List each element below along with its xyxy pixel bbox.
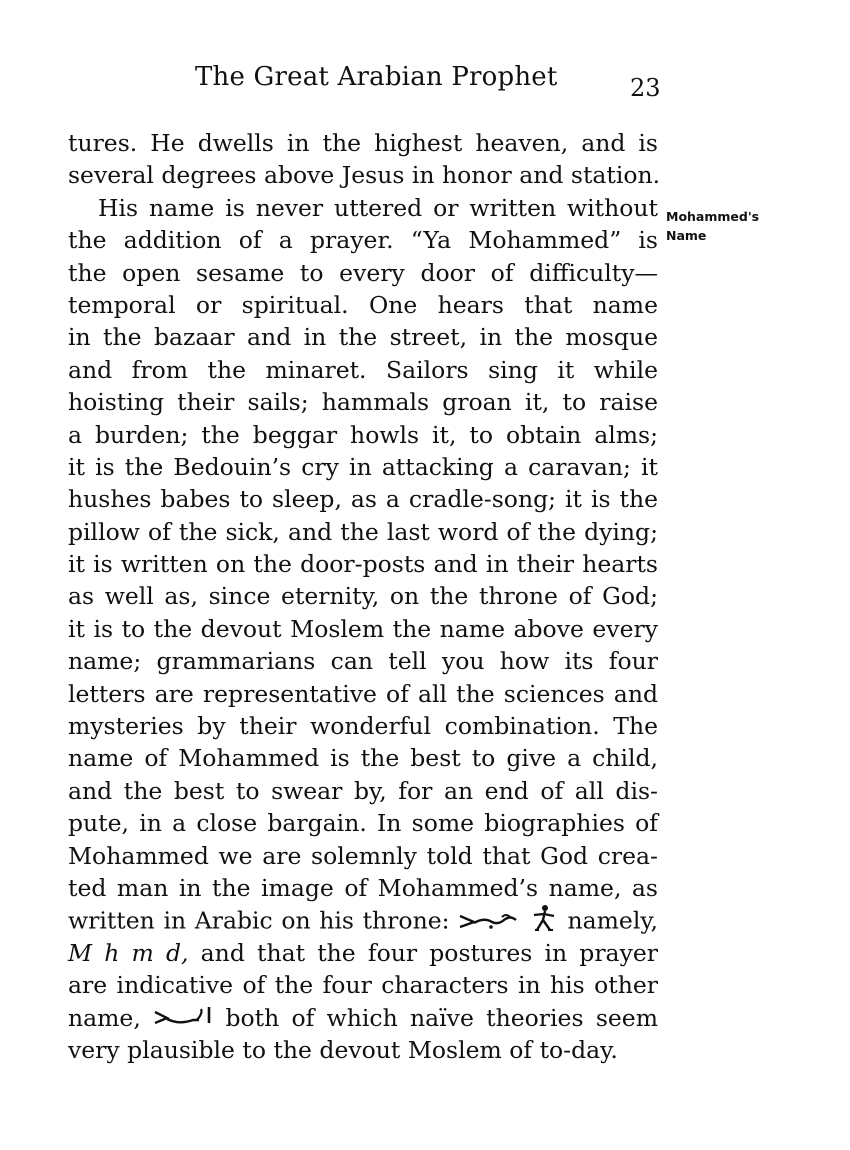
- text-line: tures. He dwells in the highest heaven, and is: [68, 129, 658, 157]
- text-line: it is to the devout Moslem the name above every: [68, 614, 658, 643]
- text-line: it is the Bedouin’s cry in attacking a caravan; it: [68, 452, 658, 481]
- text-line: very plausible to the devout Moslem of to-day.: [68, 1035, 618, 1064]
- text-fragment: written in Arabic on his throne:: [68, 907, 450, 936]
- text-line: and the best to swear by, for an end of all dis-: [68, 776, 658, 805]
- margin-note: [666, 207, 836, 245]
- text-line: [68, 937, 658, 969]
- text-line: name; grammarians can tell you how its four: [68, 647, 658, 676]
- text-line: Mohammed we are solemnly told that God crea-: [68, 841, 658, 870]
- prayer-figure-icon: [529, 904, 559, 940]
- page-number: 23: [630, 74, 661, 102]
- text-line: the open sesame to every door of difficulty—: [68, 258, 658, 287]
- arabic-mhmd-script-icon: [458, 906, 520, 938]
- text-line: in the bazaar and in the street, in the mosque: [68, 323, 658, 352]
- text-line: ted man in the image of Mohammed’s name, as: [68, 873, 658, 902]
- text-fragment: namely,: [567, 907, 658, 936]
- text-line: are indicative of the four characters in his other: [68, 971, 658, 1000]
- text-line: temporal or spiritual. One hears that name: [68, 290, 658, 319]
- text-line: several degrees above Jesus in honor and station.: [68, 161, 661, 190]
- body-text: [68, 127, 661, 1066]
- running-title: The Great Arabian Prophet: [195, 62, 558, 92]
- arabic-ahmad-script-icon: [153, 1003, 213, 1035]
- text-line: name of Mohammed is the best to give a child,: [68, 744, 658, 773]
- text-line-with-arabic: [68, 904, 658, 936]
- text-line: pillow of the sick, and the last word of the dying;: [68, 517, 658, 546]
- text-line: a burden; the beggar howls it, to obtain alms;: [68, 420, 658, 449]
- margin-note-line: Name: [666, 228, 707, 243]
- italic-transliteration: M h m d,: [68, 938, 189, 967]
- text-fragment: and that the four postures in prayer: [200, 938, 658, 967]
- text-line-with-arabic: [68, 1002, 658, 1034]
- text-fragment: both of which naïve theories seem: [225, 1003, 658, 1032]
- text-line: hushes babes to sleep, as a cradle-song; it is the: [68, 485, 658, 514]
- text-line: as well as, since eternity, on the throne of God;: [68, 582, 658, 611]
- text-line: and from the minaret. Sailors sing it while: [68, 355, 658, 384]
- text-line: letters are representative of all the sciences and: [68, 679, 658, 708]
- text-line: the addition of a prayer. “Ya Mohammed” is: [68, 226, 658, 255]
- text-line: mysteries by their wonderful combination. The: [68, 712, 658, 741]
- margin-note-line: Mohammed's: [666, 209, 760, 224]
- text-line: pute, in a close bargain. In some biographies of: [68, 809, 658, 838]
- text-line: it is written on the door-posts and in their hearts: [68, 550, 658, 579]
- text-fragment: name,: [68, 1003, 141, 1032]
- text-line: hoisting their sails; hammals groan it, to raise: [68, 388, 658, 417]
- paragraph-first-line: His name is never uttered or written without: [98, 193, 658, 222]
